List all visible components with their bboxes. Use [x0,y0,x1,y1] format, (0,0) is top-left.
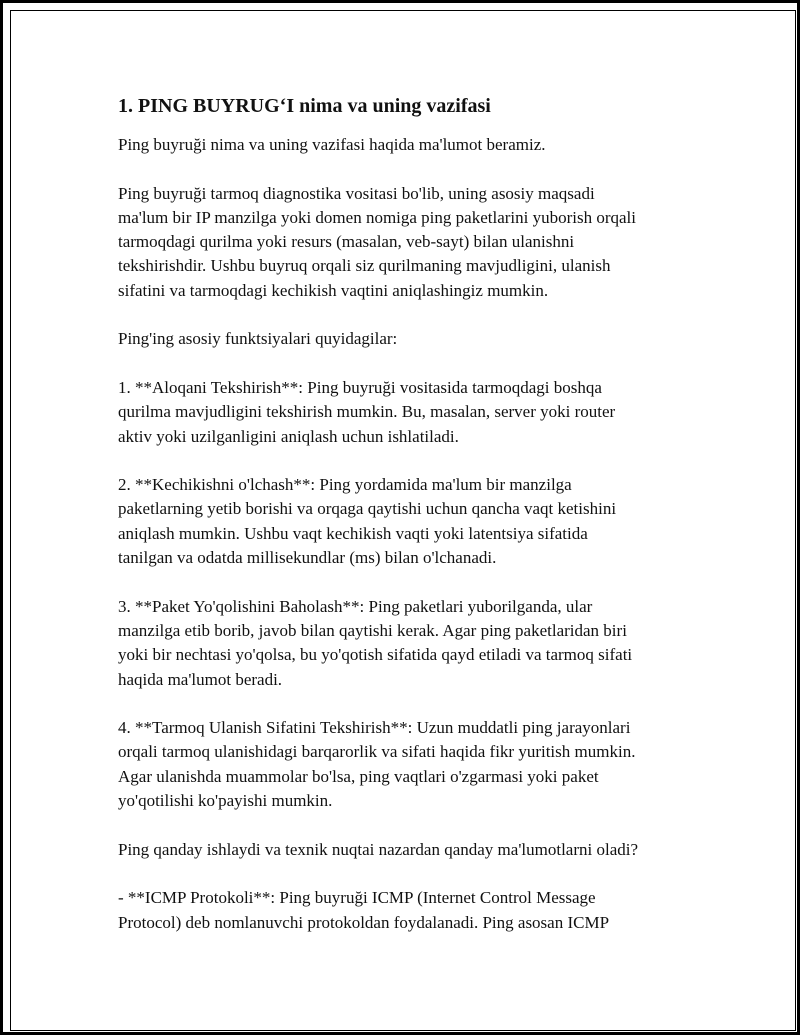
text-line: Agar ulanishda muammolar bo'lsa, ping vaqtlari o'zgarmasi yoki paket [118,766,599,786]
text-line: Ping buyruği tarmoq diagnostika vositasi bo'lib, uning asosiy maqsadi [118,183,595,203]
text-line: aktiv yoki uzilganligini aniqlash uchun ishlatiladi. [118,426,459,446]
section-title: 1. PING BUYRUGʻI nima va uning vazifasi [118,95,491,117]
text-line: orqali tarmoq ulanishidagi barqarorlik va sifati haqida fikr yuritish mumkin. [118,742,636,762]
text-line: qurilma mavjudligini tekshirish mumkin. Bu, masalan, server yoki router [118,402,616,422]
paragraph-functions-heading [118,327,698,351]
list-item-3 [118,595,698,692]
text-line: manzilga etib borib, javob bilan qaytishi kerak. Agar ping paketlaridan biri [118,620,627,640]
text-line: Ping buyruği nima va uning vazifasi haqida ma'lumot beramiz. [118,135,546,154]
list-item-2 [118,473,698,570]
text-line: tanilgan va odatda millisekundlar (ms) bilan o'lchanadi. [118,548,497,568]
list-item-1 [118,376,698,449]
text-line: ma'lum bir IP manzilga yoki domen nomiga ping paketlarini yuborish orqali [118,207,637,227]
bullet-icmp [118,886,698,935]
text-line: tarmoqdagi qurilma yoki resurs (masalan, veb-sayt) bilan ulanishni [118,232,575,252]
text-line: Ping'ing asosiy funktsiyalari quyidagilar: [118,329,398,349]
text-line: haqida ma'lumot beradi. [118,669,283,689]
text-line: 4. **Tarmoq Ulanish Sifatini Tekshirish**: Uzun muddatli ping jarayonlari [118,718,631,738]
list-item-4 [118,716,698,813]
text-line: sifatini va tarmoqdagi kechikish vaqtini aniqlashingiz mumkin. [118,280,549,300]
text-line: tekshirishdir. Ushbu buyruq orqali siz qurilmaning mavjudligini, ulanish [118,256,611,276]
text-line: 2. **Kechikishni o'lchash**: Ping yordamida ma'lum bir manzilga [118,475,572,495]
text-line: yo'qotilishi ko'payishi mumkin. [118,791,333,811]
paragraph-intro [118,133,698,157]
text-line: aniqlash mumkin. Ushbu vaqt kechikish vaqti yoki latentsiya sifatida [118,523,588,543]
paragraph-question [118,838,698,862]
text-line: 3. **Paket Yo'qolishini Baholash**: Ping paketlari yuborilganda, ular [118,596,593,616]
text-line: - **ICMP Protokoli**: Ping buyruği ICMP (Internet Control Message [118,888,596,908]
text-line: Protocol) deb nomlanuvchi protokoldan foydalanadi. Ping asosan ICMP [118,912,610,932]
document-body [118,93,698,959]
text-line: paketlarning yetib borishi va orqaga qaytishi uchun qancha vaqt ketishini [118,499,617,519]
text-line: 1. **Aloqani Tekshirish**: Ping buyruği vositasida tarmoqdagi boshqa [118,377,602,397]
text-line: Ping qanday ishlaydi va texnik nuqtai nazardan qanday ma'lumotlarni oladi? [118,839,639,859]
paragraph-definition [118,182,698,303]
text-line: yoki bir nechtasi yo'qolsa, bu yo'qotish sifatida qayd etiladi va tarmoq sifati [118,645,633,665]
